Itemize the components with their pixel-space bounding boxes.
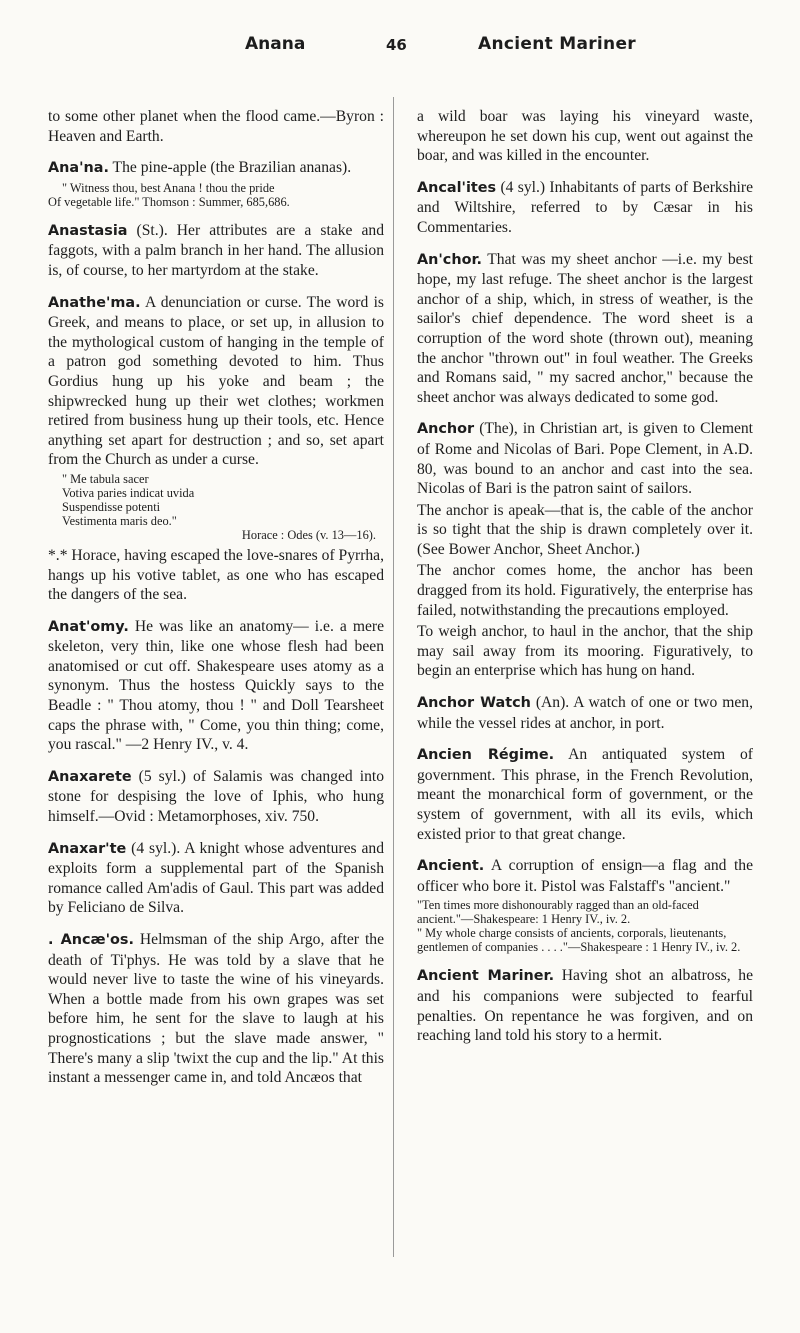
entry-text: (St.). Her attributes are a stake and faggots, with a palm branch in her hand. The allusion is, of course, to her martyrdom at the stake. (48, 221, 384, 279)
headword: Ancien Régime. (417, 747, 555, 764)
entry-anaxarete (48, 767, 384, 827)
entry-text: The pine-apple (the Brazilian ananas). (112, 159, 352, 177)
quotation: " Me tabula sacer Votiva paries indicat uvida Suspendisse potenti Vestimenta maris deo." Horace : Odes (v. 13—16). (62, 471, 376, 542)
page-number: 46 (386, 36, 407, 54)
note: *.* Horace, having escaped the love-snares of Pyrrha, hangs up his votive tablet, as one who has escaped the dangers of the sea. (48, 546, 385, 604)
headword: Anchor Watch (417, 695, 531, 712)
headword: Anat'omy. (48, 618, 129, 635)
entry-anchor-christian-art (417, 419, 753, 498)
headword: Ancient. (417, 858, 485, 875)
headword: Anaxar'te (48, 840, 127, 857)
entry-text: (The), in Christian art, is given to Clement of Rome and Nicolas of Bari. Pope Clement, in A.D. 80, was bound to an anchor and cast into the sea. Nicolas of Bari is the patron saint of sailors. (417, 420, 753, 498)
entry-anaxarte (48, 839, 384, 918)
headword: An'chor. (417, 251, 482, 268)
entry-text: A denunciation or curse. The word is Greek, and means to place, or set up, in allusion to the mythological custom of hanging in the temple of a patron god something devoted to him. Thus Gordius hung up his yoke and beam ; the shipwrecked hung up their wet clothes; workmen retired from business hung up their tools, etc. Hence anything set apart for destruction ; and so, set apart from the Church as under a curse. (48, 293, 384, 469)
entry-text: Helmsman of the ship Argo, after the death of Ti'phys. He was told by a slave that he would never live to taste the wine of his vineyards. When a bottle made from his own grapes was set before him, he sent for the slave to laugh at his prognostications ; but the slave made answer, " There's many a slip 'twixt the cup and the lip." At this instant a messenger came in, and told Ancæos that (48, 931, 384, 1087)
continued-paragraph: a wild boar was laying his vineyard waste, whereupon he set down his cup, went out against the boar, and was killed in the encounter. (417, 108, 753, 165)
entry-text: A corruption of ensign—a flag and the officer who bore it. Pistol was Falstaff's "ancient." (417, 857, 753, 895)
headword: Anathe'ma. (48, 294, 141, 311)
continued-paragraph: to some other planet when the flood came.—Byron : Heaven and Earth. (48, 108, 384, 145)
right-column (417, 107, 753, 1058)
header-left-word: Anana (245, 34, 306, 54)
entry-anchor-watch (417, 693, 753, 733)
entry-anana (48, 158, 384, 179)
entry-anastasia (48, 221, 384, 281)
entry-anatomy (48, 617, 384, 755)
entry-text: He was like an anatomy— i.e. a mere skeleton, very thin, like one whose flesh had been anatomised or cut off. Shakespeare uses atomy as a synonym. Thus the hostess Quickly says to the Beadle : " Thou atomy, thou ! " and Doll Tearsheet caps the phrase with, " Come, you thin thing; come, you rascal." —2 Henry IV., v. 4. (48, 617, 384, 754)
entry-text: (An). A watch of one or two men, while the vessel rides at anchor, in port. (417, 694, 753, 732)
headword: Ancal'ites (417, 179, 497, 196)
entry-text: (4 syl.). A knight whose adventures and exploits form a supplemental part of the Spanish romance called Am'adis of Gaul. This part was added by Feliciano de Silva. (48, 839, 384, 917)
headword: Anastasia (48, 222, 128, 239)
entry-text: Having shot an albatross, he and his companions were subjected to fearful penalties. On repentance he was forgiven, and on reaching land told his story to a hermit. (417, 967, 753, 1045)
entry-ancient-mariner (417, 966, 753, 1045)
subentry-weigh-anchor: To weigh anchor, to haul in the anchor, that the ship may sail away from its mooring. Figuratively, to begin an enterprise which has hung on hand. (417, 623, 753, 680)
entry-text: (4 syl.) Inhabitants of parts of Berkshire and Wiltshire, referred to by Cæsar in his Commentaries. (417, 178, 753, 236)
headword: . Ancæ'os. (48, 932, 134, 948)
entry-text: That was my sheet anchor —i.e. my best hope, my last refuge. The sheet anchor is the largest anchor of a ship, which, in stress of weather, is the sailor's chief dependence. The word sheet is a corruption of the word shote (thrown out), meaning the anchor "thrown out" in foul weather. The Greeks and Romans said, " my sacred anchor," because the sheet anchor was always dedicated to some god. (417, 250, 754, 406)
entry-ancaeos (48, 930, 384, 1088)
entry-ancalites (417, 178, 753, 238)
headword: Ancient Mariner. (417, 968, 555, 985)
running-header (0, 34, 800, 62)
quotation: " Witness thou, best Anana ! thou the pride Of vegetable life." Thomson : Summer, 685,686. (48, 180, 290, 209)
entry-text: (5 syl.) of Salamis was changed into stone for despising the love of Iphis, who hung himself.—Ovid : Metamorphoses, xiv. 750. (48, 767, 384, 826)
subentry-comes-home: The anchor comes home, the anchor has been dragged from its hold. Figuratively, the enterprise has failed, notwithstanding the precautions employed. (417, 562, 753, 619)
quotation: "Ten times more dishonourably ragged than an old-faced ancient."—Shakespeare: 1 Henry IV., iv. 2. " My whole charge consists of ancients, corporals, lieutenants, gentlemen of companies . . . ."—Shakespeare : 1 Henry IV., iv. 2. (417, 898, 741, 955)
entry-anchor (417, 250, 753, 408)
left-column (48, 107, 384, 1100)
headword: Ana'na. (48, 160, 109, 177)
entry-ancient (417, 856, 753, 896)
header-right-word: Ancient Mariner (478, 34, 636, 54)
entry-text: An antiquated system of government. This phrase, in the French Revolution, meant the monarchical form of government, or the system of government, with all its evils, which existed prior to that great change. (417, 746, 753, 843)
headword: Anchor (417, 421, 475, 438)
entry-anathema (48, 293, 384, 470)
headword: Anaxarete (48, 768, 132, 785)
subentry-apeak: The anchor is apeak—that is, the cable of the anchor is so tight that the ship is drawn completely over it. (See Bower Anchor, Sheet Anchor.) (417, 501, 753, 558)
entry-ancien-regime (417, 745, 753, 844)
column-divider (393, 97, 394, 1257)
